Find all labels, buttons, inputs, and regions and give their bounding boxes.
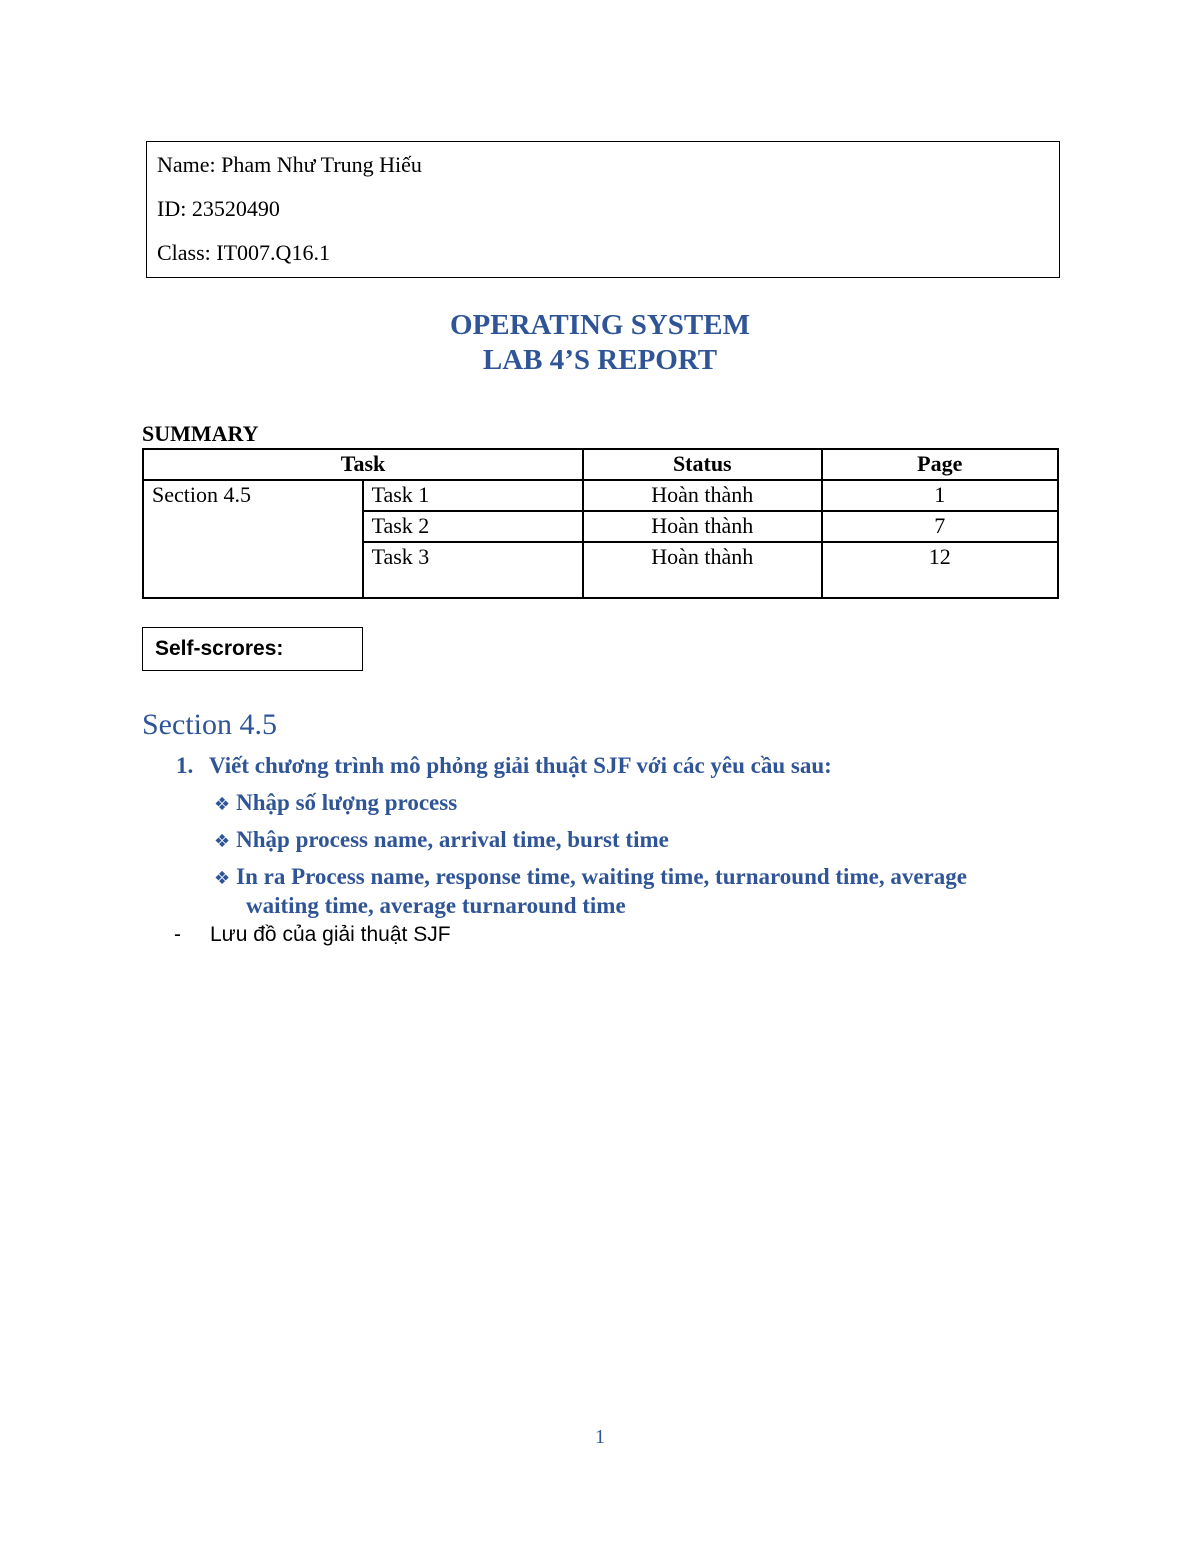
bullet-text: Nhập process name, arrival time, burst time	[236, 827, 669, 852]
item-text: Viết chương trình mô phỏng giải thuật SJF với các yêu cầu sau:	[209, 753, 832, 778]
student-class: Class: IT007.Q16.1	[157, 240, 330, 265]
page-cell: 12	[822, 542, 1058, 598]
page-cell: 1	[822, 480, 1058, 511]
status-cell: Hoàn thành	[583, 511, 821, 542]
section-heading: Section 4.5	[142, 708, 277, 741]
self-scores-box: Self-scrores:	[142, 627, 363, 671]
note-dash: -	[174, 923, 181, 946]
list-item	[214, 864, 967, 890]
header-task: Task	[143, 449, 583, 480]
diamond-bullet-icon: ❖	[214, 831, 231, 852]
list-item-continuation: waiting time, average turnaround time	[246, 893, 626, 918]
task-cell: Task 2	[363, 511, 583, 542]
task-cell: Task 1	[363, 480, 583, 511]
bullet-text: In ra Process name, response time, waiting time, turnaround time, average	[236, 864, 967, 889]
page-cell: 7	[822, 511, 1058, 542]
section-cell: Section 4.5	[143, 480, 363, 598]
report-title-line1: OPERATING SYSTEM	[450, 309, 750, 341]
student-info-box	[146, 141, 1060, 278]
header-page: Page	[822, 449, 1058, 480]
note-text: Lưu đồ của giải thuật SJF	[210, 923, 451, 946]
header-status: Status	[583, 449, 821, 480]
table-row	[143, 480, 1058, 511]
task-cell: Task 3	[363, 542, 583, 598]
item-number: 1.	[176, 753, 194, 778]
student-id: ID: 23520490	[157, 196, 280, 221]
summary-table	[142, 448, 1059, 599]
student-name: Name: Pham Như Trung Hiếu	[157, 152, 422, 177]
bullet-text: Nhập số lượng process	[236, 790, 458, 815]
list-item	[214, 790, 457, 816]
list-item	[214, 827, 669, 853]
table-header-row	[143, 449, 1058, 480]
note-line	[174, 923, 451, 947]
status-cell: Hoàn thành	[583, 480, 821, 511]
page-number: 1	[595, 1426, 605, 1448]
numbered-item	[176, 753, 832, 779]
diamond-bullet-icon: ❖	[214, 794, 231, 815]
summary-label: SUMMARY	[142, 421, 259, 446]
status-cell: Hoàn thành	[583, 542, 821, 598]
diamond-bullet-icon: ❖	[214, 868, 231, 889]
report-title-line2: LAB 4’S REPORT	[482, 344, 718, 376]
